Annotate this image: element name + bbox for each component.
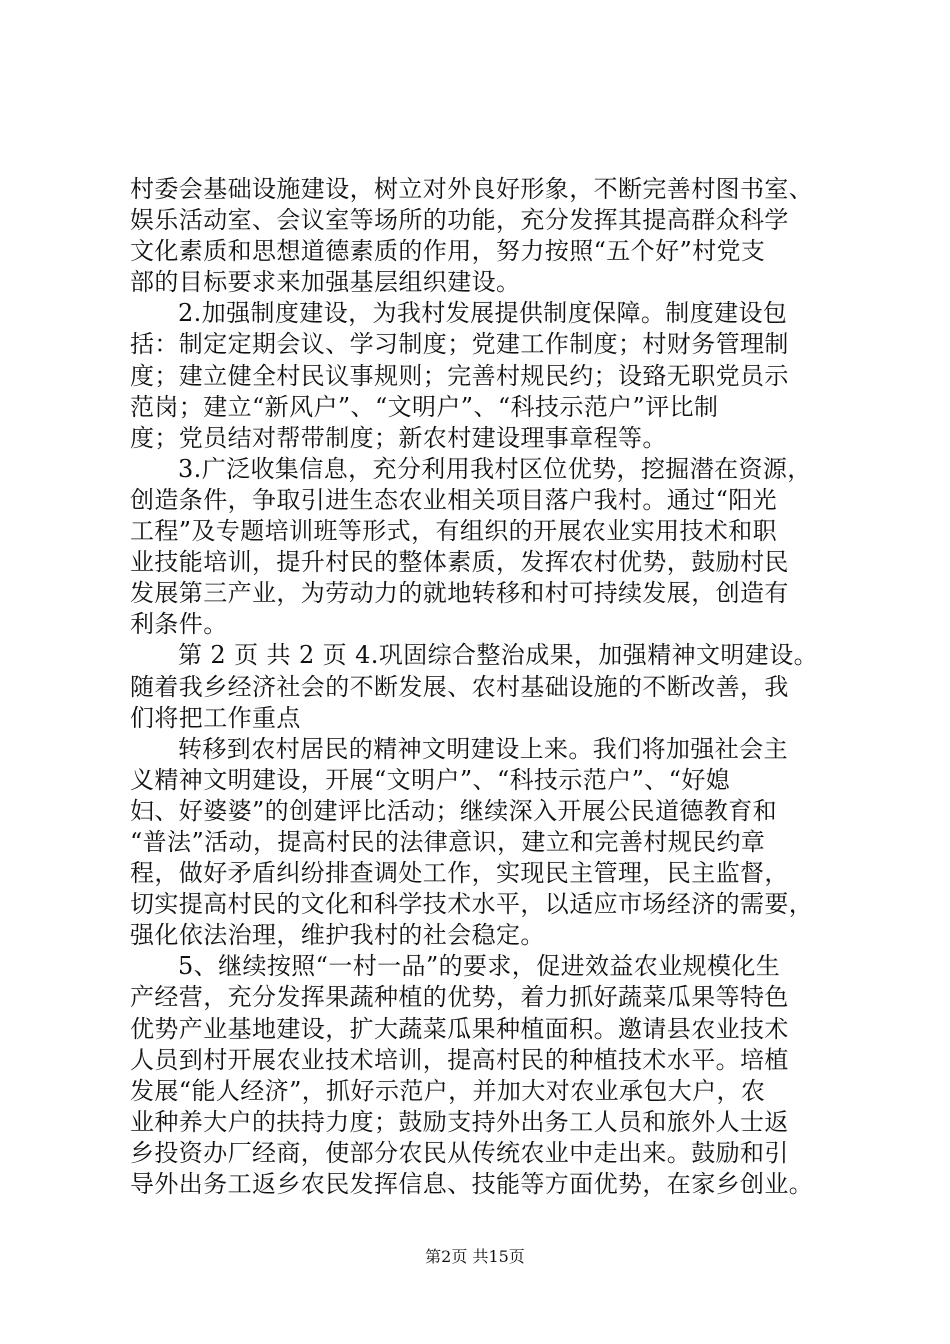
text-line: 括：制定定期会议、学习制度；党建工作制度；村财务管理制 [130,330,789,359]
text-line: 创造条件，争取引进生态农业相关项目落户我村。通过“阳光 [130,485,778,514]
text-line: 义精神文明建设，开展“文明户”、“科技示范户”、“好媳 [130,765,731,794]
text-line: 度；建立健全村民议事规则；完善村规民约；设臵无职党员示 [130,361,789,390]
text-line: 度；党员结对帮带制度；新农村建设理事章程等。 [130,423,667,452]
text-line: 利条件。 [130,610,228,639]
page-footer: 第2页 共15页 [425,1247,525,1266]
text-line: 业技能培训，提升村民的整体素质，发挥农村优势，鼓励村民 [130,548,789,577]
text-line: 2.加强制度建设，为我村发展提供制度保障。制度建设包 [178,299,788,328]
text-line: 第 2 页 共 2 页 4.巩固综合整治成果，加强精神文明建设。 [178,641,819,670]
text-line: 娱乐活动室、会议室等场所的功能，充分发挥其提高群众科学 [130,206,789,235]
text-line: 部的目标要求来加强基层组织建设。 [130,268,521,297]
text-line: 发展第三产业，为劳动力的就地转移和村可持续发展，创造有 [130,579,789,608]
text-line: 产经营，充分发挥果蔬种植的优势，着力抓好蔬菜瓜果等特色 [130,983,789,1012]
text-line: 妇、好婆婆”的创建评比活动；继续深入开展公民道德教育和 [130,796,778,825]
text-line: 工程”及专题培训班等形式，有组织的开展农业实用技术和职 [130,517,778,546]
text-line: 文化素质和思想道德素质的作用，努力按照“五个好”村党支 [130,237,766,266]
text-line: 5、继续按照“一村一品”的要求，促进效益农业规模化生 [178,952,781,981]
text-line: 业种养大户的扶持力度；鼓励支持外出务工人员和旅外人士返 [130,1107,789,1136]
body-text [130,174,830,1200]
text-line: 村委会基础设施建设，树立对外良好形象，不断完善村图书室、 [130,175,814,203]
text-line: “普法”活动，提高村民的法律意识，建立和完善村规民约章 [130,827,766,856]
text-line: 们将把工作重点 [130,703,301,732]
text-line: 切实提高村民的文化和科学技术水平，以适应市场经济的需要， [130,890,814,919]
text-line: 导外出务工返乡农民发挥信息、技能等方面优势，在家乡创业。 [130,1170,814,1198]
text-line: 强化依法治理，维护我村的社会稳定。 [130,921,545,950]
text-line: 乡投资办厂经商，使部分农民从传统农业中走出来。鼓励和引 [130,1138,789,1167]
text-line: 转移到农村居民的精神文明建设上来。我们将加强社会主 [178,734,788,763]
text-line: 优势产业基地建设，扩大蔬菜瓜果种植面积。邀请县农业技术 [130,1014,789,1043]
text-line: 随着我乡经济社会的不断发展、农村基础设施的不断改善，我 [130,672,789,701]
text-line: 发展“能人经济”，抓好示范户，并加大对农业承包大户，农 [130,1076,766,1105]
text-line: 3.广泛收集信息，充分利用我村区位优势，挖掘潜在资源， [178,454,812,483]
text-line: 范岗；建立“新风户”、“文明户”、“科技示范户”评比制 [130,392,719,421]
text-line: 程，做好矛盾纠纷排查调处工作，实现民主管理，民主监督， [130,859,789,888]
text-line: 人员到村开展农业技术培训，提高村民的种植技术水平。培植 [130,1045,789,1074]
